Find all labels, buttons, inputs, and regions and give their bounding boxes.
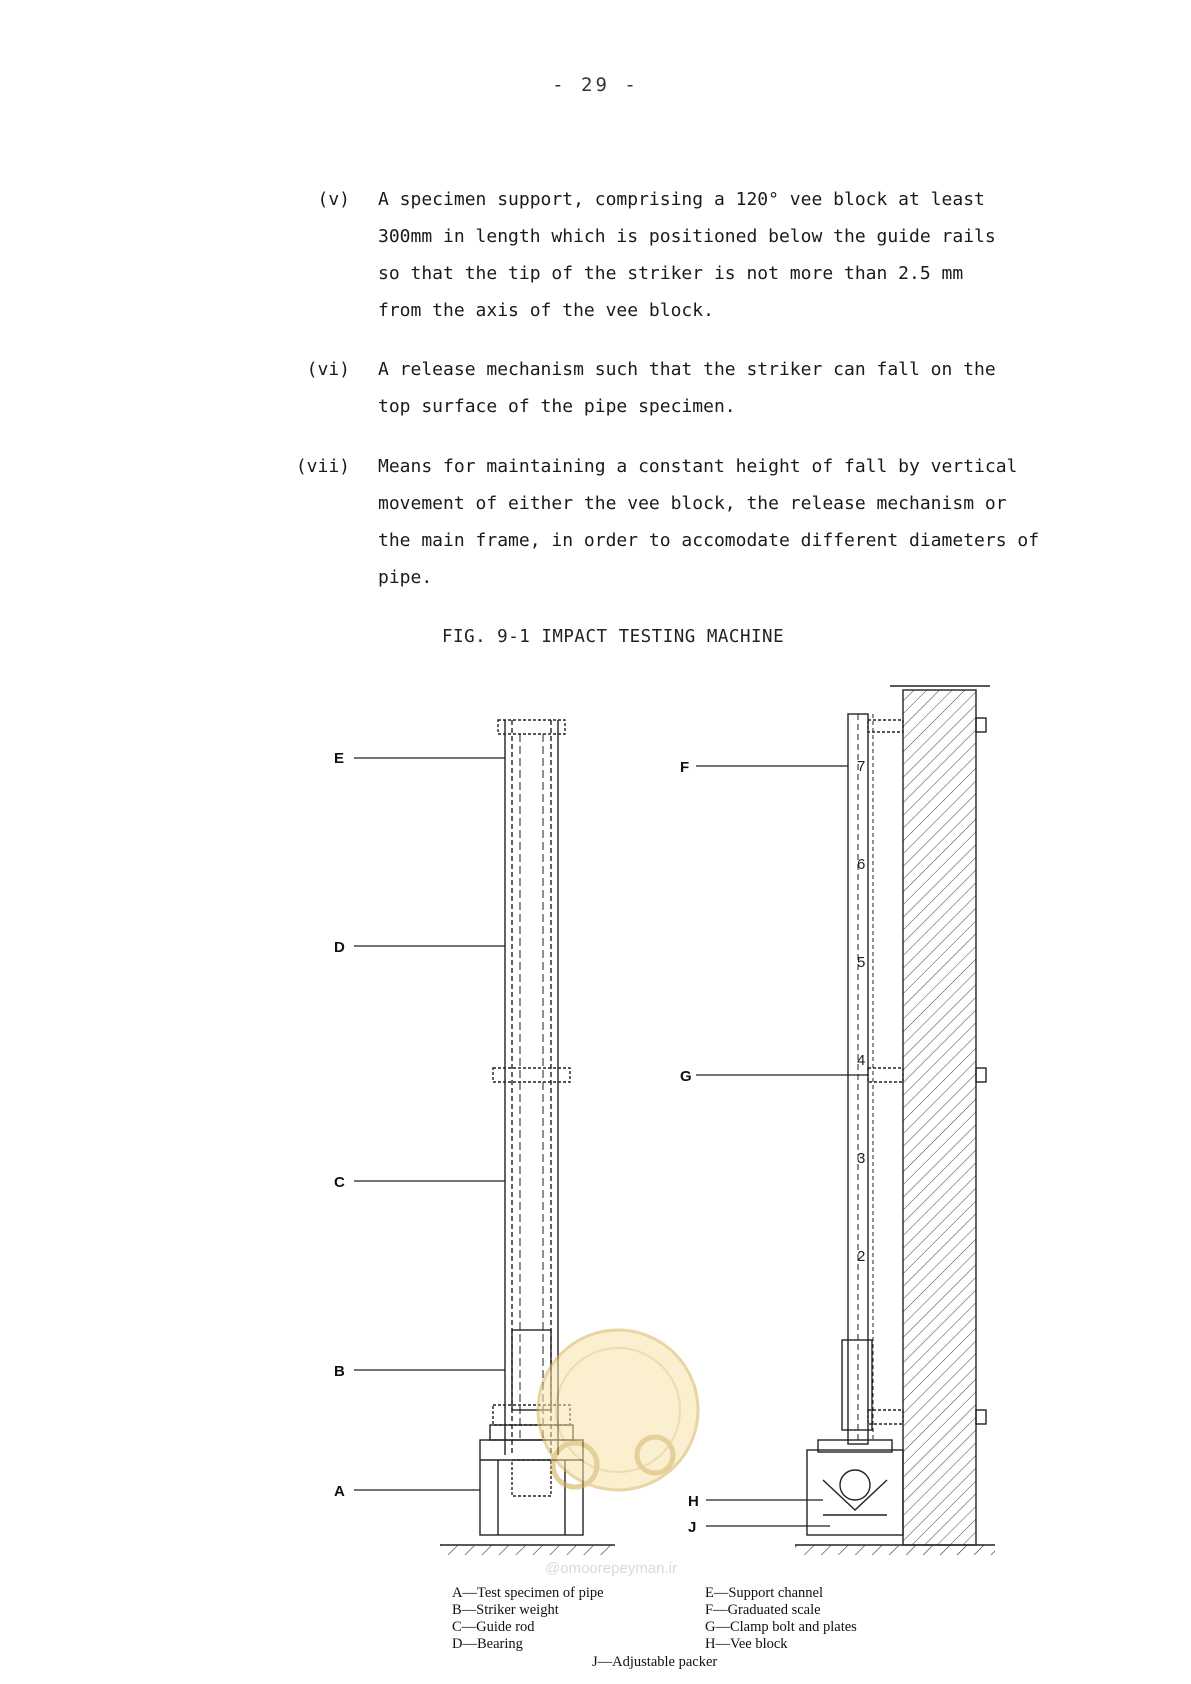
legend-entry: A—Test specimen of pipe — [452, 1585, 604, 1601]
side-view — [795, 686, 995, 1555]
scale-mark: 2 — [857, 1248, 866, 1265]
legend-entry: F—Graduated scale — [705, 1602, 821, 1618]
legend-entry: G—Clamp bolt and plates — [705, 1619, 857, 1635]
text-line: from the axis of the vee block. — [378, 300, 714, 321]
item-number: (v) — [317, 189, 350, 210]
scale-mark: 6 — [857, 856, 866, 873]
scale-mark: 5 — [857, 954, 866, 971]
text-line: top surface of the pipe specimen. — [378, 396, 736, 417]
item-number: (vi) — [306, 359, 350, 380]
label-h: H — [688, 1493, 699, 1510]
watermark-text: @omoorepeyman.ir — [545, 1560, 677, 1577]
legend-left — [452, 1585, 604, 1653]
front-view-leaders — [354, 758, 505, 1490]
text-line: the main frame, in order to accomodate different diameters of — [378, 530, 1040, 551]
label-g: G — [680, 1068, 692, 1085]
label-e: E — [334, 750, 345, 767]
text-line: 300mm in length which is positioned below the guide rails — [378, 226, 996, 247]
scale-mark: 7 — [857, 758, 866, 775]
text-line: Means for maintaining a constant height of fall by vertical — [378, 456, 1018, 477]
text-line: movement of either the vee block, the release mechanism or — [378, 493, 1007, 514]
legend-entry: B—Striker weight — [452, 1602, 559, 1618]
label-a: A — [334, 1483, 345, 1500]
legend-entry: D—Bearing — [452, 1636, 523, 1652]
figure-caption: FIG. 9-1 IMPACT TESTING MACHINE — [442, 627, 785, 647]
legend-entry: H—Vee block — [705, 1636, 788, 1652]
legend-entry: C—Guide rod — [452, 1619, 535, 1635]
legend-bottom: J—Adjustable packer — [592, 1654, 718, 1670]
text-line: so that the tip of the striker is not more than 2.5 mm — [378, 263, 964, 284]
page-number: - 29 - — [552, 74, 639, 96]
label-d: D — [334, 939, 345, 956]
label-c: C — [334, 1174, 345, 1191]
legend-right — [705, 1585, 857, 1653]
text-line: pipe. — [378, 567, 433, 588]
label-b: B — [334, 1363, 345, 1380]
front-view-labels — [334, 750, 345, 1500]
text-line: A release mechanism such that the striker can fall on the — [378, 359, 996, 380]
label-j: J — [688, 1519, 697, 1536]
label-f: F — [680, 759, 690, 776]
scale-mark: 3 — [857, 1150, 866, 1167]
legend-entry: E—Support channel — [705, 1585, 823, 1601]
text-line: A specimen support, comprising a 120° vee block at least — [378, 189, 985, 210]
watermark-logo — [538, 1330, 698, 1577]
scale-mark: 4 — [857, 1052, 866, 1069]
item-number: (vii) — [295, 456, 350, 477]
